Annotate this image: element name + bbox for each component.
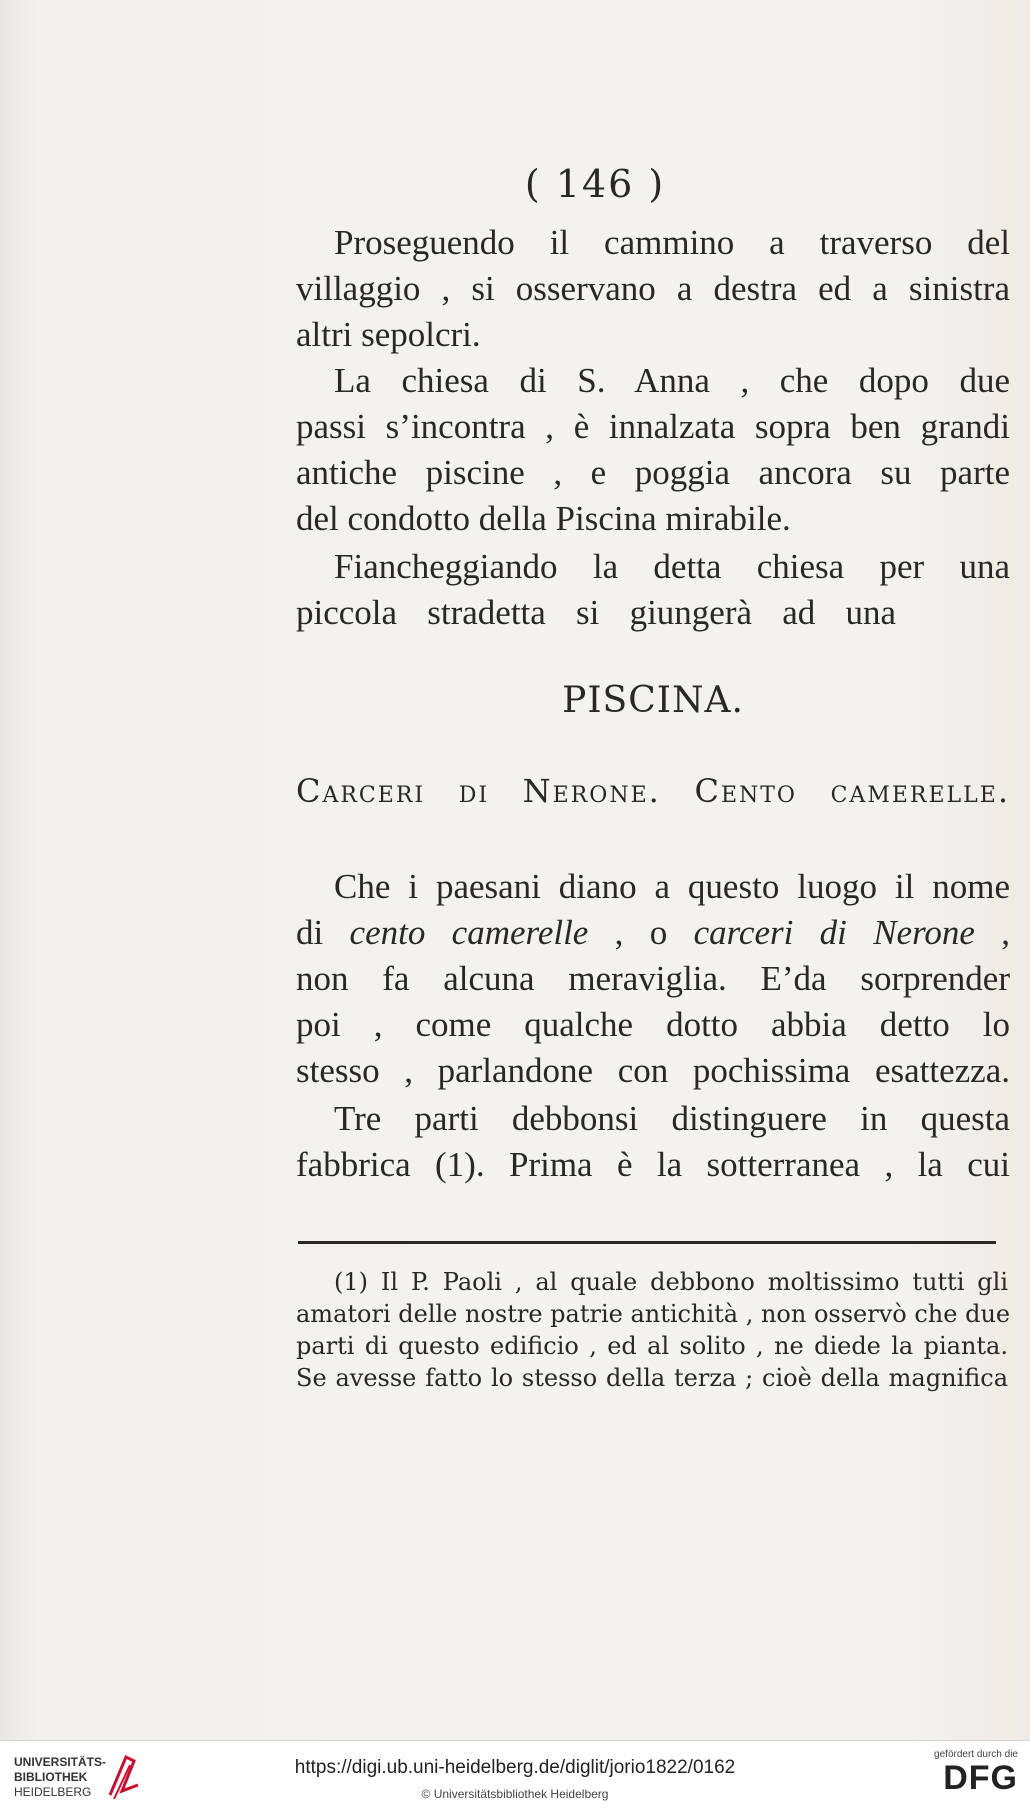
- text-line: Fiancheggiando la detta chiesa per una: [334, 547, 1010, 586]
- text-fragment: di: [296, 913, 350, 952]
- text-line: poi , come qualche dotto abbia detto lo: [296, 1005, 1010, 1044]
- text-line: del condotto della Piscina mirabile.: [296, 499, 791, 538]
- paragraph-1: [296, 220, 1010, 358]
- library-name-line: BIBLIOTHEK: [14, 1770, 88, 1784]
- footnote-line: Se avesse fatto lo stesso della terza ; cioè della magnifica: [296, 1364, 1008, 1392]
- text-line: altri sepolcri.: [296, 315, 481, 354]
- section-heading: PISCINA.: [562, 680, 744, 721]
- text-line: Proseguendo il cammino a traverso del: [334, 223, 1010, 262]
- page-number: ( 146 ): [524, 162, 666, 206]
- footnote: [296, 1266, 1011, 1394]
- text-line: passi s’incontra , è innalzata sopra ben grandi: [296, 407, 1010, 446]
- paragraph-4: [296, 864, 1010, 1094]
- copyright-notice: © Universitätsbibliothek Heidelberg: [421, 1787, 609, 1801]
- permalink[interactable]: https://digi.ub.uni-heidelberg.de/diglit/jorio1822/0162: [294, 1757, 736, 1778]
- italic-phrase: carceri di Nerone: [693, 913, 975, 952]
- text-line: non fa alcuna meraviglia. E’da sorprender: [296, 959, 1010, 998]
- section-subheading: Carceri di Nerone. Cento camerelle.: [296, 772, 1010, 810]
- paragraph-5: [296, 1096, 1010, 1188]
- viewer-footer: [0, 1740, 1030, 1815]
- text-line: villaggio , si osservano a destra ed a sinistra: [296, 269, 1010, 308]
- text-line: stesso , parlandone con pochissima esattezza.: [296, 1051, 1010, 1090]
- footnote-line: parti di questo edificio , ed al solito , ne diede la pianta.: [296, 1332, 1008, 1360]
- footnote-line: (1) Il P. Paoli , al quale debbono moltissimo tutti gli: [334, 1268, 1008, 1296]
- text-line: [296, 910, 1010, 956]
- funding-note: gefördert durch die: [934, 1749, 1018, 1760]
- dfg-mark: DFG: [943, 1759, 1018, 1797]
- library-name-line: HEIDELBERG: [14, 1785, 92, 1799]
- text-line: fabbrica (1). Prima è la sotterranea , la cui: [296, 1145, 1010, 1184]
- paragraph-3: [296, 544, 1010, 636]
- text-line: La chiesa di S. Anna , che dopo due: [334, 361, 1010, 400]
- italic-phrase: cento camerelle: [349, 913, 589, 952]
- footnote-line: amatori delle nostre patrie antichità , non osservò che due: [296, 1300, 1011, 1328]
- footnote-divider: [298, 1241, 996, 1244]
- text-line: Tre parti debbonsi distinguere in questa: [334, 1099, 1010, 1138]
- text-fragment: ,: [974, 913, 1011, 952]
- text-line: antiche piscine , e poggia ancora su parte: [296, 453, 1010, 492]
- funder-logo[interactable]: [898, 1749, 1018, 1796]
- text-line: piccola stradetta si giungerà ad una: [296, 593, 896, 632]
- library-name-line: UNIVERSITÄTS-: [14, 1755, 107, 1769]
- paragraph-2: [296, 358, 1010, 542]
- text-fragment: , o: [588, 913, 694, 952]
- text-line: Che i paesani diano a questo luogo il nome: [334, 867, 1010, 906]
